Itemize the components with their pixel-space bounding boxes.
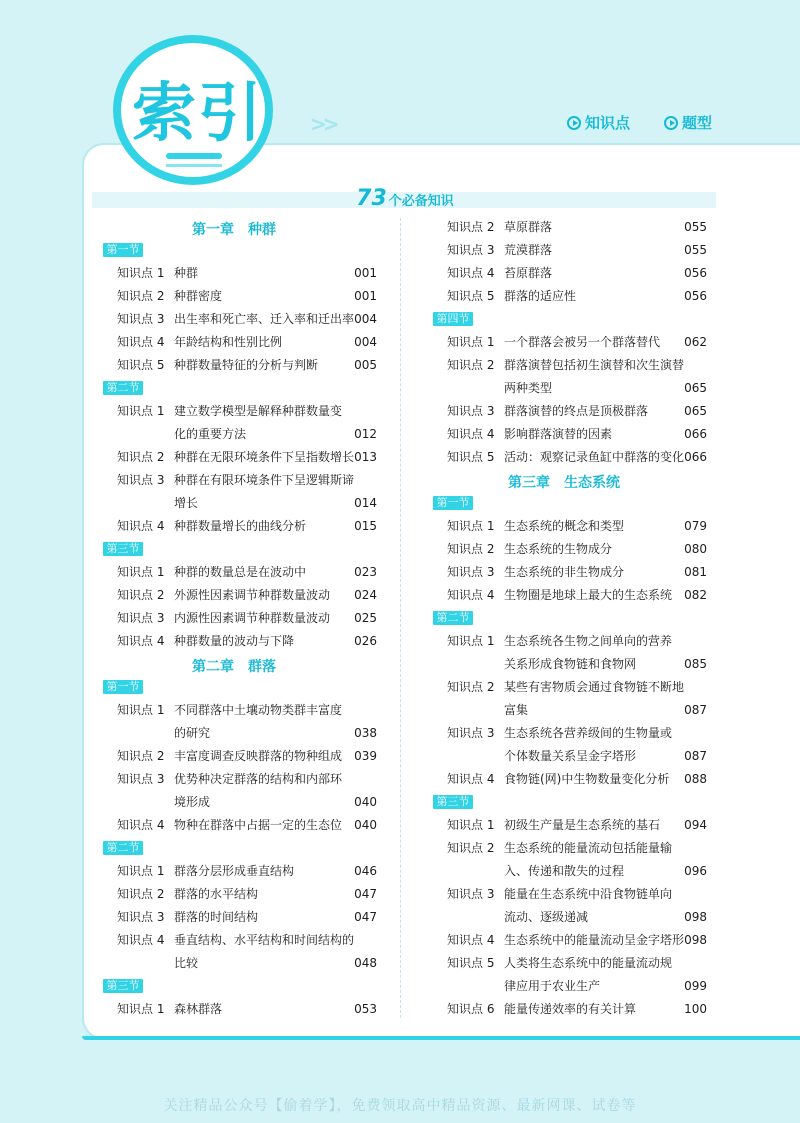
entry-title-line: 能量在生态系统中沿食物链单向 bbox=[504, 887, 673, 901]
entry-title-line: 两种类型 bbox=[504, 381, 553, 395]
entry-title-line: 比较 bbox=[174, 956, 199, 970]
entry-title-line: 增长 bbox=[174, 496, 199, 510]
section-badge: 第三节 bbox=[433, 795, 473, 809]
index-entry[interactable] bbox=[447, 998, 707, 1021]
title-underline bbox=[166, 153, 222, 159]
play-circle-icon bbox=[664, 116, 678, 130]
index-entry[interactable] bbox=[447, 538, 707, 561]
index-entry[interactable] bbox=[117, 814, 377, 837]
knowledge-point-label: 知识点 3 bbox=[447, 726, 495, 740]
chapter-heading: 第一章 种群 bbox=[192, 222, 276, 238]
entry-title-line: 富集 bbox=[504, 703, 529, 717]
page-number: 099 bbox=[684, 979, 707, 993]
knowledge-point-label: 知识点 4 bbox=[447, 772, 495, 786]
knowledge-point-label: 知识点 1 bbox=[117, 864, 165, 878]
index-entry[interactable] bbox=[117, 630, 377, 653]
knowledge-point-label: 知识点 4 bbox=[117, 818, 165, 832]
knowledge-point-label: 知识点 3 bbox=[117, 312, 165, 326]
legend-label: 知识点 bbox=[585, 114, 631, 132]
index-entry[interactable] bbox=[447, 262, 707, 285]
entry-title-line: 森林群落 bbox=[174, 1002, 223, 1016]
index-entry[interactable] bbox=[117, 446, 377, 469]
entry-title-line: 个体数量关系呈金字塔形 bbox=[504, 749, 637, 763]
entry-title-line: 影响群落演替的因素 bbox=[504, 427, 613, 441]
knowledge-point-label: 知识点 3 bbox=[117, 473, 165, 487]
index-entry[interactable] bbox=[447, 400, 707, 423]
knowledge-point-label: 知识点 1 bbox=[447, 818, 495, 832]
index-entry[interactable] bbox=[117, 469, 377, 515]
entry-title-line: 生态系统各生物之间单向的营养 bbox=[504, 634, 673, 648]
index-entry[interactable] bbox=[117, 515, 377, 538]
knowledge-point-label: 知识点 1 bbox=[117, 703, 165, 717]
knowledge-point-label: 知识点 2 bbox=[447, 841, 495, 855]
knowledge-point-label: 知识点 1 bbox=[117, 266, 165, 280]
index-entry[interactable] bbox=[447, 630, 707, 676]
knowledge-point-label: 知识点 3 bbox=[447, 404, 495, 418]
index-entry[interactable] bbox=[117, 745, 377, 768]
knowledge-point-label: 知识点 4 bbox=[117, 933, 165, 947]
entry-title-line: 人类将生态系统中的能量流动规 bbox=[504, 956, 673, 970]
entry-title-line: 种群数量特征的分析与判断 bbox=[174, 358, 319, 372]
entry-title-line: 不同群落中土壤动物类群丰富度 bbox=[174, 703, 343, 717]
entry-title-line: 苔原群落 bbox=[504, 266, 553, 280]
index-entry[interactable] bbox=[117, 400, 377, 446]
section-badge: 第三节 bbox=[103, 979, 143, 993]
entry-title-line: 生态系统各营养级间的生物量或 bbox=[504, 726, 673, 740]
page-number: 087 bbox=[684, 749, 707, 763]
knowledge-count bbox=[300, 186, 510, 211]
page-number: 038 bbox=[354, 726, 377, 740]
count-number: 73 bbox=[356, 186, 387, 211]
index-entry[interactable] bbox=[447, 331, 707, 354]
page-number: 004 bbox=[354, 312, 377, 326]
page-number: 088 bbox=[684, 772, 707, 786]
knowledge-point-label: 知识点 4 bbox=[117, 335, 165, 349]
knowledge-point-label: 知识点 3 bbox=[117, 772, 165, 786]
index-entry[interactable] bbox=[447, 837, 707, 883]
page-number: 066 bbox=[684, 427, 707, 441]
index-entry[interactable] bbox=[447, 929, 707, 952]
index-entry[interactable] bbox=[447, 814, 707, 837]
entry-title-line: 内源性因素调节种群数量波动 bbox=[174, 611, 331, 625]
title-underline-thin bbox=[166, 164, 222, 167]
knowledge-point-label: 知识点 4 bbox=[447, 933, 495, 947]
knowledge-point-label: 知识点 1 bbox=[117, 1002, 165, 1016]
double-chevron-icon: >> bbox=[310, 112, 336, 136]
index-entry[interactable] bbox=[117, 699, 377, 745]
page-number: 080 bbox=[684, 542, 707, 556]
index-entry[interactable] bbox=[447, 216, 707, 239]
knowledge-point-label: 知识点 2 bbox=[447, 220, 495, 234]
entry-title-line: 群落的时间结构 bbox=[174, 910, 259, 924]
page-number: 066 bbox=[684, 450, 707, 464]
entry-title-line: 群落的适应性 bbox=[504, 289, 577, 303]
page-number: 048 bbox=[354, 956, 377, 970]
knowledge-point-label: 知识点 5 bbox=[447, 956, 495, 970]
page-number: 055 bbox=[684, 243, 707, 257]
page-number: 065 bbox=[684, 404, 707, 418]
index-entry[interactable] bbox=[447, 722, 707, 768]
index-entry[interactable] bbox=[447, 561, 707, 584]
index-entry[interactable] bbox=[117, 860, 377, 883]
knowledge-point-label: 知识点 2 bbox=[447, 680, 495, 694]
page-number: 100 bbox=[684, 1002, 707, 1016]
entry-title-line: 种群 bbox=[174, 266, 199, 280]
knowledge-point-label: 知识点 2 bbox=[117, 588, 165, 602]
entry-title-line: 关系形成食物链和食物网 bbox=[504, 657, 637, 671]
page-number: 062 bbox=[684, 335, 707, 349]
entry-title-line: 建立数学模型是解释种群数量变 bbox=[174, 404, 343, 418]
page-number: 047 bbox=[354, 910, 377, 924]
chapter-heading: 第三章 生态系统 bbox=[508, 475, 620, 491]
entry-title-line: 活动：观察记录鱼缸中群落的变化 bbox=[504, 450, 685, 464]
knowledge-point-label: 知识点 2 bbox=[117, 289, 165, 303]
entry-title-line: 种群数量增长的曲线分析 bbox=[174, 519, 307, 533]
entry-title-line: 种群在有限环境条件下呈逻辑斯谛 bbox=[174, 473, 355, 487]
entry-title-line: 生物圈是地球上最大的生态系统 bbox=[504, 588, 673, 602]
index-entry[interactable] bbox=[447, 354, 707, 400]
play-circle-icon bbox=[567, 116, 581, 130]
section-badge: 第二节 bbox=[433, 611, 473, 625]
entry-title-line: 一个群落会被另一个群落替代 bbox=[504, 335, 661, 349]
knowledge-point-label: 知识点 3 bbox=[117, 611, 165, 625]
knowledge-point-label: 知识点 3 bbox=[447, 243, 495, 257]
index-entry[interactable] bbox=[117, 768, 377, 814]
index-entry[interactable] bbox=[117, 906, 377, 929]
index-entry[interactable] bbox=[117, 929, 377, 975]
page-number: 079 bbox=[684, 519, 707, 533]
page-number: 040 bbox=[354, 795, 377, 809]
knowledge-point-label: 知识点 4 bbox=[447, 427, 495, 441]
knowledge-point-label: 知识点 3 bbox=[447, 565, 495, 579]
knowledge-point-label: 知识点 4 bbox=[447, 266, 495, 280]
index-entry[interactable] bbox=[447, 239, 707, 262]
entry-title-line: 种群密度 bbox=[174, 289, 223, 303]
page-number: 001 bbox=[354, 289, 377, 303]
page-number: 039 bbox=[354, 749, 377, 763]
knowledge-point-label: 知识点 6 bbox=[447, 1002, 495, 1016]
page-number: 004 bbox=[354, 335, 377, 349]
index-entry[interactable] bbox=[117, 331, 377, 354]
page-number: 025 bbox=[354, 611, 377, 625]
index-entry[interactable] bbox=[117, 262, 377, 285]
page-number: 085 bbox=[684, 657, 707, 671]
page-number: 053 bbox=[354, 1002, 377, 1016]
knowledge-point-label: 知识点 5 bbox=[447, 289, 495, 303]
knowledge-point-label: 知识点 2 bbox=[117, 887, 165, 901]
legend-question-type bbox=[664, 112, 712, 133]
legend-knowledge-point bbox=[567, 112, 630, 133]
chapter-heading: 第二章 群落 bbox=[192, 659, 276, 675]
page-number: 026 bbox=[354, 634, 377, 648]
entry-title-line: 群落分层形成垂直结构 bbox=[174, 864, 295, 878]
entry-title-line: 境形成 bbox=[174, 795, 211, 809]
section-badge: 第一节 bbox=[433, 496, 473, 510]
knowledge-point-label: 知识点 4 bbox=[447, 588, 495, 602]
page-number: 098 bbox=[684, 933, 707, 947]
knowledge-point-label: 知识点 3 bbox=[117, 910, 165, 924]
knowledge-point-label: 知识点 1 bbox=[447, 519, 495, 533]
knowledge-point-label: 知识点 2 bbox=[447, 358, 495, 372]
page-number: 023 bbox=[354, 565, 377, 579]
index-entry[interactable] bbox=[117, 354, 377, 377]
section-badge: 第四节 bbox=[433, 312, 473, 326]
index-entry[interactable] bbox=[117, 883, 377, 906]
entry-title-line: 草原群落 bbox=[504, 220, 553, 234]
page-number: 001 bbox=[354, 266, 377, 280]
page-number: 098 bbox=[684, 910, 707, 924]
page-number: 046 bbox=[354, 864, 377, 878]
page-number: 005 bbox=[354, 358, 377, 372]
entry-title-line: 优势种决定群落的结构和内部环 bbox=[174, 772, 343, 786]
index-entry[interactable] bbox=[447, 515, 707, 538]
index-entry[interactable] bbox=[447, 676, 707, 722]
knowledge-point-label: 知识点 2 bbox=[117, 749, 165, 763]
count-text: 个必备知识 bbox=[388, 194, 454, 209]
knowledge-point-label: 知识点 3 bbox=[447, 887, 495, 901]
page-title: 索引 bbox=[132, 77, 264, 151]
entry-title-line: 初级生产量是生态系统的基石 bbox=[504, 818, 661, 832]
entry-title-line: 食物链(网)中生物数量变化分析 bbox=[504, 772, 670, 786]
page-number: 047 bbox=[354, 887, 377, 901]
knowledge-point-label: 知识点 1 bbox=[447, 335, 495, 349]
entry-title-line: 律应用于农业生产 bbox=[504, 979, 601, 993]
knowledge-point-label: 知识点 5 bbox=[117, 358, 165, 372]
section-badge: 第三节 bbox=[103, 542, 143, 556]
entry-title-line: 生态系统中的能量流动呈金字塔形 bbox=[504, 933, 685, 947]
page-number: 055 bbox=[684, 220, 707, 234]
entry-title-line: 种群在无限环境条件下呈指数增长 bbox=[174, 450, 355, 464]
entry-title-line: 出生率和死亡率、迁入率和迁出率 bbox=[174, 312, 355, 326]
index-entry[interactable] bbox=[447, 423, 707, 446]
card-bottom-accent bbox=[82, 1036, 800, 1040]
index-entry[interactable] bbox=[447, 883, 707, 929]
entry-title-line: 荒漠群落 bbox=[504, 243, 553, 257]
page-number: 081 bbox=[684, 565, 707, 579]
knowledge-point-label: 知识点 1 bbox=[447, 634, 495, 648]
index-entry[interactable] bbox=[447, 285, 707, 308]
column-divider bbox=[400, 218, 401, 1018]
entry-title-line: 外源性因素调节种群数量波动 bbox=[174, 588, 331, 602]
index-entry[interactable] bbox=[117, 607, 377, 630]
knowledge-point-label: 知识点 1 bbox=[117, 404, 165, 418]
index-entry[interactable] bbox=[447, 768, 707, 791]
entry-title-line: 群落的水平结构 bbox=[174, 887, 259, 901]
legend-label: 题型 bbox=[682, 114, 713, 132]
page-number: 087 bbox=[684, 703, 707, 717]
knowledge-point-label: 知识点 5 bbox=[447, 450, 495, 464]
entry-title-line: 生态系统的能量流动包括能量输 bbox=[504, 841, 673, 855]
knowledge-point-label: 知识点 2 bbox=[117, 450, 165, 464]
knowledge-point-label: 知识点 1 bbox=[117, 565, 165, 579]
index-entry[interactable] bbox=[447, 584, 707, 607]
page-number: 094 bbox=[684, 818, 707, 832]
index-entry[interactable] bbox=[117, 584, 377, 607]
page-number: 056 bbox=[684, 289, 707, 303]
entry-title-line: 流动、逐级递减 bbox=[504, 910, 589, 924]
entry-title-line: 年龄结构和性别比例 bbox=[174, 335, 283, 349]
section-badge: 第二节 bbox=[103, 841, 143, 855]
entry-title-line: 某些有害物质会通过食物链不断地 bbox=[504, 680, 685, 694]
footer-note: 关注精品公众号【偷着学】，免费领取高中精品资源、最新网课、试卷等 bbox=[163, 1098, 637, 1114]
page-number: 040 bbox=[354, 818, 377, 832]
section-badge: 第一节 bbox=[103, 680, 143, 694]
page-number: 082 bbox=[684, 588, 707, 602]
index-entry[interactable] bbox=[117, 285, 377, 308]
entry-title-line: 的研究 bbox=[174, 726, 211, 740]
page-number: 015 bbox=[354, 519, 377, 533]
page-number: 012 bbox=[354, 427, 377, 441]
entry-title-line: 能量传递效率的有关计算 bbox=[504, 1002, 637, 1016]
page-number: 014 bbox=[354, 496, 377, 510]
section-badge: 第二节 bbox=[103, 381, 143, 395]
index-entry[interactable] bbox=[447, 446, 707, 469]
page-number: 096 bbox=[684, 864, 707, 878]
knowledge-point-label: 知识点 4 bbox=[117, 519, 165, 533]
entry-title-line: 化的重要方法 bbox=[174, 427, 247, 441]
entry-title-line: 入、传递和散失的过程 bbox=[504, 864, 625, 878]
entry-title-line: 生态系统的非生物成分 bbox=[504, 565, 625, 579]
index-entry[interactable] bbox=[117, 561, 377, 584]
index-entry[interactable] bbox=[117, 998, 377, 1021]
entry-title-line: 种群的数量总是在波动中 bbox=[174, 565, 307, 579]
index-entry[interactable] bbox=[447, 952, 707, 998]
entry-title-line: 丰富度调查反映群落的物种组成 bbox=[174, 749, 343, 763]
page-number: 065 bbox=[684, 381, 707, 395]
knowledge-point-label: 知识点 4 bbox=[117, 634, 165, 648]
entry-title-line: 生态系统的生物成分 bbox=[504, 542, 613, 556]
knowledge-point-label: 知识点 2 bbox=[447, 542, 495, 556]
entry-title-line: 群落演替包括初生演替和次生演替 bbox=[504, 358, 685, 372]
entry-title-line: 垂直结构、水平结构和时间结构的 bbox=[174, 933, 355, 947]
page-number: 056 bbox=[684, 266, 707, 280]
section-badge: 第一节 bbox=[103, 243, 143, 257]
entry-title-line: 群落演替的终点是顶极群落 bbox=[504, 404, 649, 418]
entry-title-line: 物种在群落中占据一定的生态位 bbox=[174, 818, 343, 832]
index-entry[interactable] bbox=[117, 308, 377, 331]
page-number: 024 bbox=[354, 588, 377, 602]
page-number: 013 bbox=[354, 450, 377, 464]
entry-title-line: 生态系统的概念和类型 bbox=[504, 519, 625, 533]
entry-title-line: 种群数量的波动与下降 bbox=[174, 634, 295, 648]
